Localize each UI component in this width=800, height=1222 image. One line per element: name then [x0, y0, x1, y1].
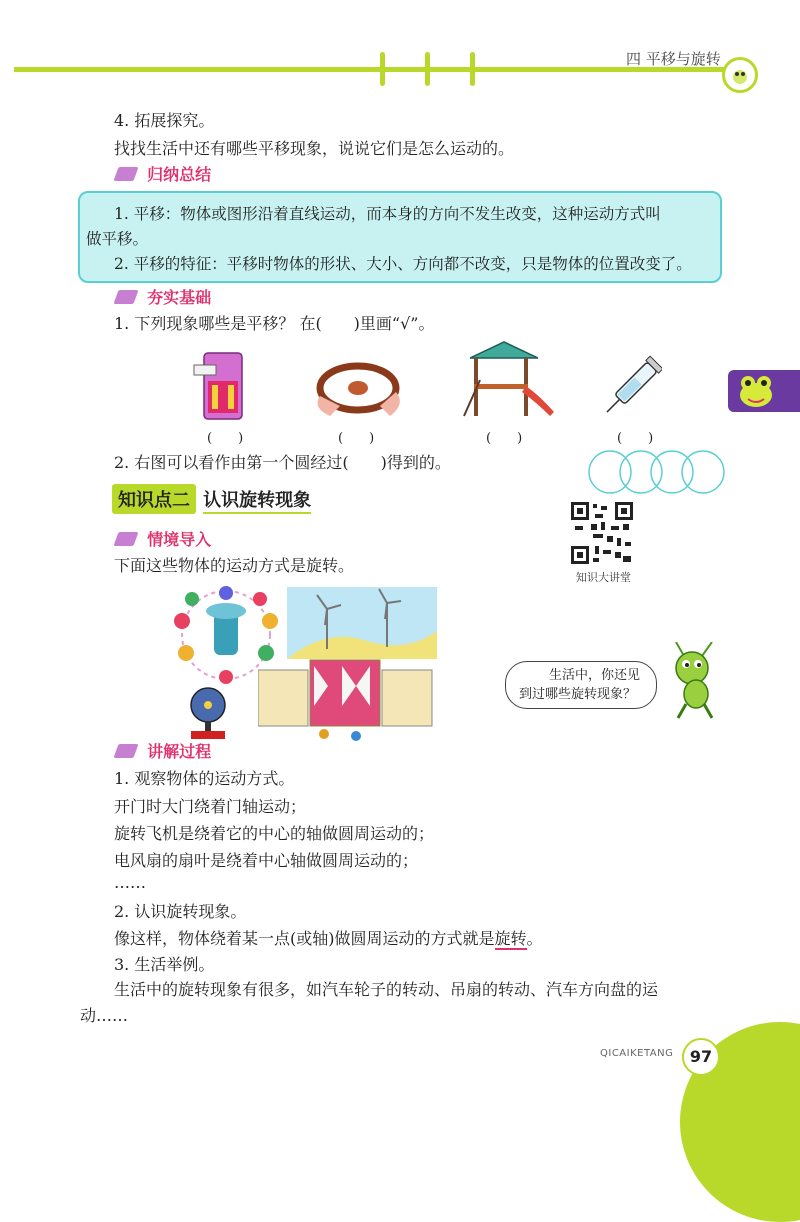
process-line-1: 1. 观察物体的运动方式。 — [114, 769, 295, 788]
eraser-icon — [113, 167, 138, 181]
answer-paren-2: ( ) — [338, 431, 375, 446]
rotation-term: 旋转 — [494, 929, 527, 948]
process-line-7-c: 。 — [526, 929, 543, 948]
drawer-cabinet-image — [190, 347, 250, 427]
process-heading — [116, 739, 211, 762]
page-number — [682, 1038, 720, 1076]
slide-playground-image — [460, 340, 556, 424]
process-line-6: 2. 认识旋转现象。 — [114, 902, 247, 921]
page-number-text: 97 — [689, 1047, 713, 1066]
process-line-10: 动…… — [80, 1006, 129, 1025]
explore-text: 找找生活中还有哪些平移现象，说说它们是怎么运动的。 — [114, 139, 515, 158]
answer-paren-1: ( ) — [207, 431, 244, 446]
basics-q2: 2. 右图可以看作由第一个圆经过( )得到的。 — [114, 453, 451, 472]
windmill-scene-image — [287, 587, 437, 663]
process-line-7 — [114, 926, 543, 952]
process-line-9: 生活中的旋转现象有很多，如汽车轮子的转动、吊扇的转动、汽车方向盘的运 — [114, 980, 659, 999]
knowledge-point-banner — [112, 484, 311, 514]
chapter-title: 四 平移与旋转 — [626, 50, 721, 68]
process-line-8: 3. 生活举例。 — [114, 955, 215, 974]
qr-code[interactable] — [571, 502, 633, 564]
syringe-image — [600, 350, 662, 430]
steering-wheel-image — [310, 356, 406, 426]
mascot-logo — [722, 57, 758, 93]
process-label: 讲解过程 — [147, 742, 212, 761]
ant-mascot-image — [662, 642, 732, 726]
explore-title: 4. 拓展探究。 — [114, 111, 215, 130]
answer-paren-3: ( ) — [486, 431, 523, 446]
electric-fan-image — [185, 685, 231, 745]
summary-item-1-cont: 做平移。 — [86, 230, 149, 248]
eraser-icon — [113, 744, 138, 758]
bubble-line-2: 到过哪些旋转现象？ — [519, 687, 637, 702]
intro-text: 下面这些物体的运动方式是旋转。 — [114, 556, 355, 575]
basics-heading — [116, 285, 211, 308]
process-line-3: 旋转飞机是绕着它的中心的轴做圆周运动的； — [114, 824, 435, 843]
knowledge-title: 认识旋转现象 — [203, 486, 311, 514]
knowledge-tag: 知识点二 — [112, 484, 196, 514]
bubble-line-1: 生活中，你还见 — [549, 668, 641, 683]
summary-heading — [116, 162, 211, 185]
process-line-2: 开门时大门绕着门轴运动； — [114, 797, 307, 816]
header-clip-1 — [380, 52, 385, 86]
eraser-icon — [113, 532, 138, 546]
header-clip-3 — [470, 52, 475, 86]
header-clip-2 — [425, 52, 430, 86]
process-line-7-a: 像这样，物体绕着某一点(或轴)做圆周运动的方式就是 — [114, 929, 495, 948]
side-chapter-tab — [728, 370, 800, 412]
basics-q1: 1. 下列现象哪些是平移？ 在( )里画“√”。 — [114, 314, 435, 333]
basics-label: 夯实基础 — [147, 288, 212, 307]
circles-figure — [586, 448, 726, 500]
intro-heading — [116, 527, 211, 550]
process-line-4: 电风扇的扇叶是绕着中心轴做圆周运动的； — [114, 851, 419, 870]
eraser-icon — [113, 290, 138, 304]
intro-label: 情境导入 — [147, 530, 212, 549]
process-line-5: …… — [114, 873, 146, 892]
revolving-door-image — [258, 656, 438, 746]
summary-item-1: 1. 平移：物体或图形沿着直线运动，而本身的方向不发生改变，这种运动方式叫 — [114, 205, 661, 223]
summary-item-2: 2. 平移的特征：平移时物体的形状、大小、方向都不改变，只是物体的位置改变了。 — [114, 255, 692, 273]
qr-caption: 知识大讲堂 — [576, 571, 631, 584]
answer-paren-4: ( ) — [617, 431, 654, 446]
footer-brand: QICAIKETANG — [600, 1048, 674, 1059]
summary-label: 归纳总结 — [147, 165, 212, 184]
frog-icon — [736, 373, 776, 409]
